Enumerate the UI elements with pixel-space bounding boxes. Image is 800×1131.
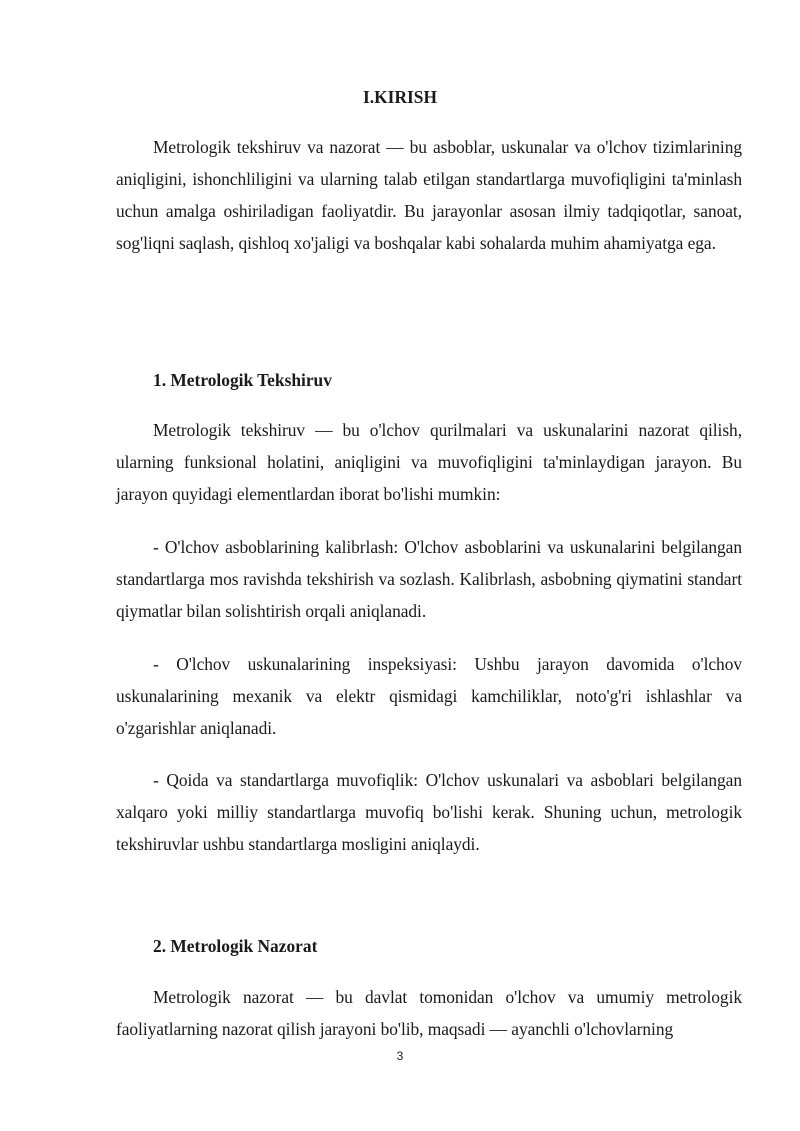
section-heading-tekshiruv: 1. Metrologik Tekshiruv (153, 370, 332, 390)
intro-paragraph: Metrologik tekshiruv va nazorat — bu asboblar, uskunalar va o'lchov tizimlarining aniqligini, ishonchliligini va ularning talab etilgan standartlarga muvofiqligini ta'minlash uchun amalga oshiriladigan faoliyatdir. Bu jarayonlar asosan ilmiy tadqiqotlar, sanoat, sog'liqni saqlash, qishloq xo'jaligi va boshqalar kabi sohalarda muhim ahamiyatga ega. (116, 137, 742, 253)
page-number: 3 (396, 1049, 404, 1063)
section-heading-nazorat: 2. Metrologik Nazorat (153, 936, 318, 956)
list-item-kalibrlash: - O'lchov asboblarining kalibrlash: O'lchov asboblarini va uskunalarini belgilangan standartlarga mos ravishda tekshirish va sozlash. Kalibrlash, asbobning qiymatini standart qiymatlar bilan solishtirish orqali aniqlanadi. (116, 537, 742, 621)
section-paragraph-nazorat: Metrologik nazorat — bu davlat tomonidan o'lchov va umumiy metrologik faoliyatlarning nazorat qilish jarayoni bo'lib, maqsadi — ayanchli o'lchovlarning (116, 987, 742, 1039)
list-item-inspeksiya: - O'lchov uskunalarining inspeksiyasi: Ushbu jarayon davomida o'lchov uskunalarining mexanik va elektr qismidagi kamchiliklar, noto'g'ri ishlashlar va o'zgarishlar aniqlanadi. (116, 654, 742, 738)
section-paragraph-tekshiruv: Metrologik tekshiruv — bu o'lchov qurilmalari va uskunalarini nazorat qilish, ularning funksional holatini, aniqligini va muvofiqligini ta'minlaydigan jarayon. Bu jarayon quyidagi elementlardan iborat bo'lishi mumkin: (116, 420, 742, 504)
document-title: I.KIRISH (363, 87, 437, 107)
list-item-muvofiqlik: - Qoida va standartlarga muvofiqlik: O'lchov uskunalari va asboblari belgilangan xalqaro yoki milliy standartlarga muvofiq bo'lishi kerak. Shuning uchun, metrologik tekshiruvlar ushbu standartlarga mosligini aniqlaydi. (116, 770, 742, 854)
